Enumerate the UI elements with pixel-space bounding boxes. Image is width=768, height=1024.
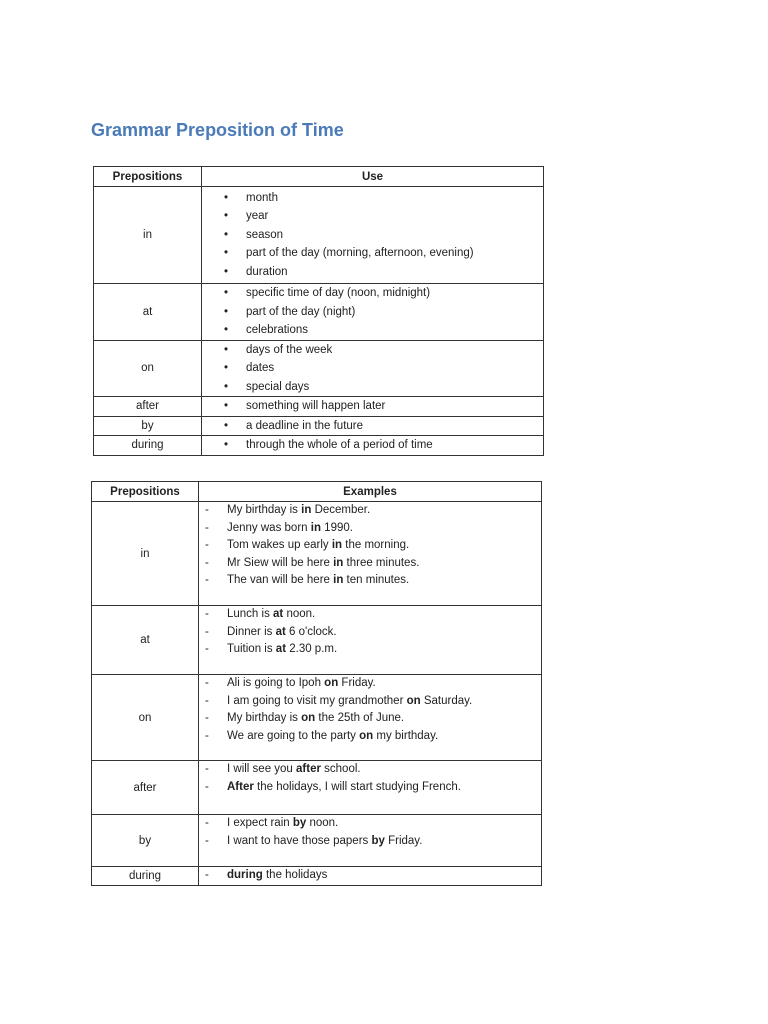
example-sentence	[205, 555, 541, 573]
preposition-cell: at	[92, 606, 199, 675]
examples-table-row	[92, 867, 542, 886]
preposition-cell: on	[92, 675, 199, 761]
example-sentence	[205, 675, 541, 693]
examples-list	[199, 867, 541, 885]
use-list-item: • through the whole of a period of time	[224, 436, 543, 455]
example-text: I will see you	[227, 763, 297, 775]
example-text: Mr Siew will be here	[227, 556, 334, 569]
preposition-cell: on	[94, 340, 202, 397]
preposition-cell: after	[94, 397, 202, 417]
example-text: The van will be here	[227, 574, 334, 586]
example-preposition: in	[331, 539, 343, 551]
example-text: the holidays	[262, 869, 328, 881]
examples-list	[199, 815, 541, 850]
use-table	[93, 166, 544, 456]
use-list-item: • a deadline in the future	[224, 417, 543, 436]
example-preposition: in	[310, 521, 321, 534]
use-column-header: Use	[202, 167, 544, 187]
example-sentence	[205, 537, 541, 555]
use-list-item: • part of the day (morning, afternoon, evening)	[224, 244, 543, 263]
example-sentence	[205, 693, 541, 711]
use-cell	[202, 397, 544, 417]
example-sentence	[205, 710, 541, 728]
use-cell	[202, 340, 544, 397]
examples-list	[199, 761, 541, 796]
example-text: Saturday.	[420, 694, 473, 707]
example-text: Jenny was born	[227, 521, 311, 534]
use-list-item: • dates	[224, 359, 543, 378]
use-table-row	[94, 436, 544, 456]
use-list-item: • celebrations	[224, 321, 543, 340]
use-table-row	[94, 416, 544, 436]
example-preposition: on	[324, 677, 339, 689]
example-text: December.	[311, 504, 371, 516]
examples-table	[91, 481, 542, 886]
use-list	[202, 436, 543, 455]
example-sentence	[205, 502, 541, 520]
use-table-row	[94, 284, 544, 341]
use-table-row	[94, 340, 544, 397]
use-list-item: • days of the week	[224, 341, 543, 360]
use-list	[202, 397, 543, 416]
example-sentence	[205, 606, 541, 624]
use-list-item: • duration	[224, 263, 543, 282]
example-text: ten minutes.	[343, 574, 410, 586]
example-text: 2.30 p.m.	[286, 643, 338, 655]
example-preposition: at	[275, 643, 287, 655]
example-sentence	[205, 779, 541, 797]
example-text: Friday.	[338, 677, 376, 689]
page-title: Grammar Preposition of Time	[91, 120, 344, 140]
examples-cell	[199, 815, 542, 867]
example-text: Tom wakes up early	[227, 539, 332, 551]
example-preposition: on	[359, 729, 374, 742]
example-text: the 25th of June.	[315, 712, 405, 724]
example-text: 1990.	[320, 521, 353, 534]
example-text: Lunch is	[227, 608, 274, 620]
use-list-item: • part of the day (night)	[224, 303, 543, 322]
use-cell	[202, 284, 544, 341]
use-list-item: • something will happen later	[224, 397, 543, 416]
example-preposition: at	[275, 625, 286, 638]
example-text: I expect rain	[227, 817, 293, 829]
preposition-cell: in	[94, 187, 202, 284]
example-preposition: on	[301, 712, 316, 724]
use-list	[202, 284, 543, 340]
example-sentence	[205, 728, 541, 746]
example-text: my birthday.	[373, 729, 439, 742]
examples-table-row	[92, 815, 542, 867]
example-sentence	[205, 833, 541, 851]
example-sentence	[205, 867, 541, 885]
examples-table-row	[92, 761, 542, 815]
example-preposition: in	[333, 574, 344, 586]
examples-list	[199, 502, 541, 590]
example-sentence	[205, 520, 541, 538]
preposition-cell: at	[94, 284, 202, 341]
use-list-item: • year	[224, 207, 543, 226]
example-text: noon.	[283, 608, 316, 620]
preposition-cell: during	[94, 436, 202, 456]
use-cell	[202, 416, 544, 436]
use-table-row	[94, 397, 544, 417]
example-sentence	[205, 815, 541, 833]
use-list-item: • month	[224, 189, 543, 208]
example-sentence	[205, 572, 541, 590]
preposition-cell: during	[92, 867, 199, 886]
preposition-cell: in	[92, 502, 199, 606]
use-list	[202, 417, 543, 436]
example-text: I am going to visit my grandmother	[227, 694, 407, 707]
use-cell	[202, 187, 544, 284]
example-preposition: After	[227, 780, 254, 793]
example-text: Dinner is	[227, 625, 276, 638]
preposition-cell: by	[94, 416, 202, 436]
example-preposition: during	[227, 869, 263, 881]
use-list-item: • specific time of day (noon, midnight)	[224, 284, 543, 303]
example-text: My birthday is	[227, 504, 302, 516]
example-preposition: by	[292, 817, 307, 829]
example-sentence	[205, 624, 541, 642]
example-preposition: after	[296, 763, 321, 775]
examples-cell	[199, 867, 542, 886]
prepositions-column-header: Prepositions	[92, 482, 199, 502]
examples-table-header-row	[92, 482, 542, 502]
example-text: the holidays, I will start studying French.	[253, 780, 461, 793]
preposition-cell: after	[92, 761, 199, 815]
example-text: Friday.	[384, 834, 423, 847]
examples-table-row	[92, 502, 542, 606]
use-list	[202, 341, 543, 397]
example-text: We are going to the party	[227, 729, 360, 742]
example-preposition: by	[371, 834, 385, 847]
example-text: 6 o'clock.	[285, 625, 337, 638]
use-list-item: • season	[224, 226, 543, 245]
examples-table-row	[92, 675, 542, 761]
use-list	[202, 189, 543, 282]
example-preposition: in	[301, 504, 312, 516]
example-text: I want to have those papers	[227, 834, 372, 847]
examples-cell	[199, 761, 542, 815]
examples-list	[199, 675, 541, 745]
examples-list	[199, 606, 541, 659]
example-text: noon.	[306, 817, 339, 829]
example-text: Ali is going to Ipoh	[227, 677, 325, 689]
example-preposition: on	[406, 694, 421, 707]
example-text: the morning.	[342, 539, 410, 551]
examples-cell	[199, 606, 542, 675]
example-text: My birthday is	[227, 712, 302, 724]
example-sentence	[205, 641, 541, 659]
examples-column-header: Examples	[199, 482, 542, 502]
example-text: Tuition is	[227, 643, 276, 655]
example-sentence	[205, 761, 541, 779]
examples-table-row	[92, 606, 542, 675]
example-preposition: in	[333, 556, 344, 569]
examples-cell	[199, 675, 542, 761]
use-table-header-row	[94, 167, 544, 187]
example-preposition: at	[273, 608, 284, 620]
use-list-item: • special days	[224, 378, 543, 397]
examples-cell	[199, 502, 542, 606]
example-text: school.	[320, 763, 361, 775]
use-table-row	[94, 187, 544, 284]
prepositions-column-header: Prepositions	[94, 167, 202, 187]
use-cell	[202, 436, 544, 456]
preposition-cell: by	[92, 815, 199, 867]
example-text: three minutes.	[343, 556, 420, 569]
